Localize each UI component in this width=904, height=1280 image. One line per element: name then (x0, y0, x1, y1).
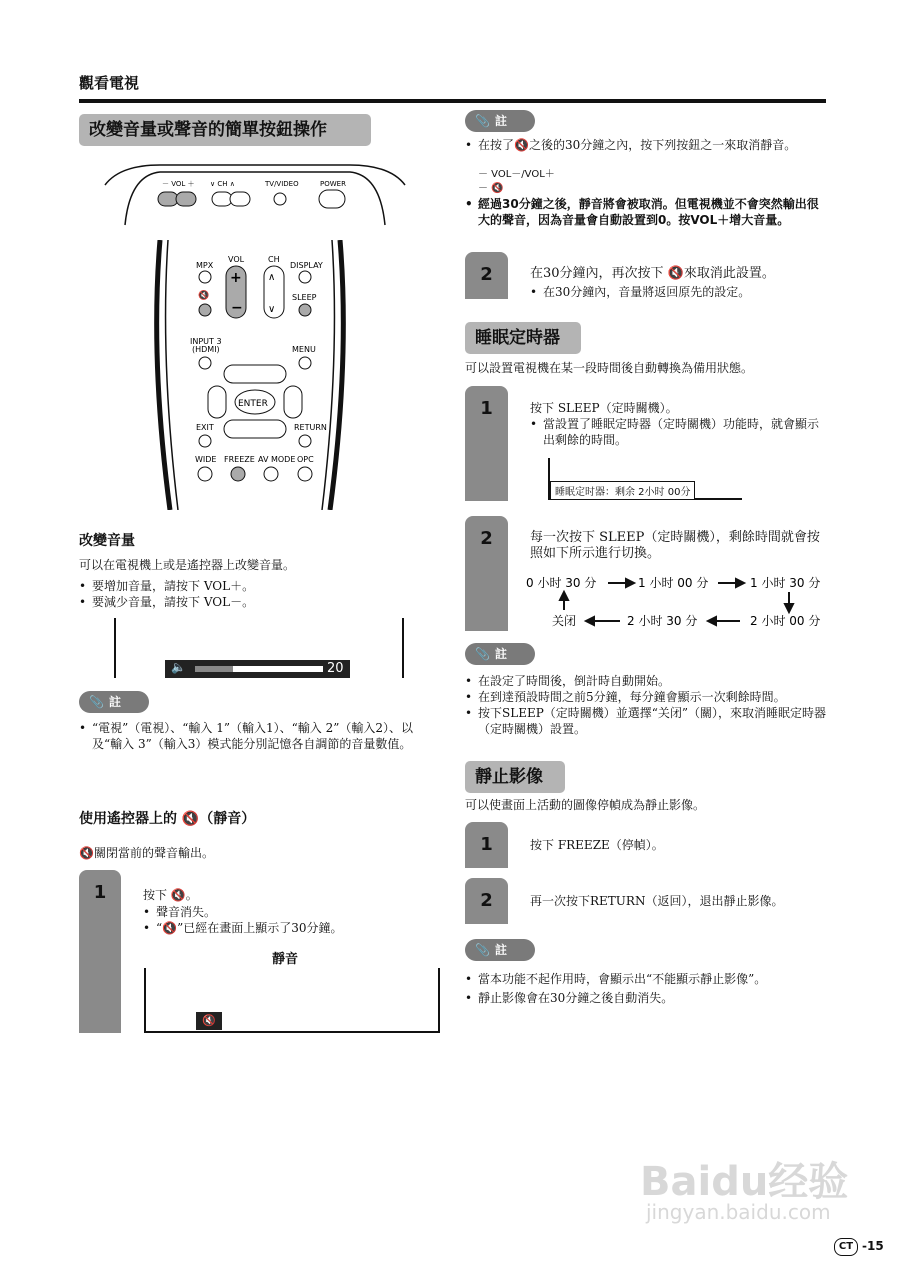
section-title-sleep: 睡眠定時器 (465, 322, 581, 354)
step-marker: 1 (79, 870, 121, 1033)
header-rule (79, 99, 826, 103)
mute-step2-text: 在30分鐘內，再次按下 🔇來取消此設置。 (530, 266, 775, 281)
paperclip-icon: 📎 (475, 647, 490, 661)
note-pill: 📎 註 (465, 939, 535, 961)
mute-screen-label: 靜音 (272, 952, 299, 967)
note-top-sub (478, 168, 555, 196)
step-marker: 2 (465, 516, 508, 631)
tv-panel-illustration (100, 160, 410, 230)
mute-step2-bullets (530, 284, 827, 300)
volume-desc: 可以在電視機上或是遙控器上改變音量。 (79, 558, 296, 572)
list-item: • “電視”（電視）、“輸入 1”（輸入1）、“輸入 2”（輸入2）、以及“輸入 3”（輸入3）模式能分別記憶各自調節的音量數值。 (79, 720, 439, 752)
remote-hdmi: (HDMI) (192, 345, 220, 354)
tv-ch-label: ∨ CH ∧ (210, 180, 235, 188)
list-item: • 在到達預設時間之前5分鐘，每分鐘會顯示一次剩餘時間。 (465, 689, 827, 705)
note-pill: 📎 註 (465, 643, 535, 665)
remote-ch: CH (268, 255, 280, 264)
freeze-desc: 可以使畫面上活動的圖像停幀成為靜止影像。 (465, 798, 706, 812)
mute-step-bullets (143, 904, 443, 936)
remote-return: RETURN (294, 423, 327, 432)
list-item: • “🔇”已經在畫面上顯示了30分鐘。 (143, 920, 443, 936)
volume-subtitle: 改變音量 (79, 533, 135, 549)
cycle-off: 关闭 (552, 614, 577, 628)
watermark-url: jingyan.baidu.com (646, 1200, 831, 1224)
svg-text:🔇: 🔇 (198, 291, 210, 301)
page-number: -15 (862, 1239, 884, 1253)
list-item: • 在按了🔇之後的30分鐘之內，按下列按鈕之一來取消靜音。 (465, 137, 827, 153)
note-pill: 📎 註 (79, 691, 149, 713)
remote-enter: ENTER (238, 399, 268, 409)
volume-value: 20 (327, 661, 344, 676)
list-item: • 當設置了睡眠定時器（定時關機）功能時，就會顯示出剩餘的時間。 (530, 416, 827, 448)
remote-menu: MENU (292, 345, 316, 354)
sleep-osd: 睡眠定时器：剩余 2小时 00分 (550, 481, 695, 500)
cycle-0100: 1 小时 00 分 (638, 576, 709, 590)
remote-avmode: AV MODE (258, 455, 296, 464)
lang-badge: CT (834, 1238, 858, 1256)
list-item: • 在設定了時間後，倒計時自動開始。 (465, 673, 827, 689)
note1-list (79, 720, 439, 752)
remote-sleep: SLEEP (292, 293, 317, 302)
note-top-bold (465, 196, 827, 228)
freeze-step2-text: 再一次按下RETURN（返回），退出靜止影像。 (530, 894, 784, 908)
remote-freeze: FREEZE (224, 455, 255, 464)
cycle-0230: 2 小时 30 分 (627, 614, 698, 628)
cycle-0200: 2 小时 00 分 (750, 614, 821, 628)
volume-bar-fill (195, 666, 233, 672)
volume-osd (165, 660, 350, 678)
mute-subtitle: 使用遙控器上的 🔇（靜音） (79, 811, 256, 827)
note-sleep-list (465, 673, 827, 737)
svg-text:−: − (231, 300, 243, 316)
sleep-step1-bullets (530, 416, 827, 448)
step-marker: 1 (465, 822, 508, 868)
speaker-icon: 🔈 (171, 660, 186, 674)
remote-vol: VOL (228, 255, 245, 264)
paperclip-icon: 📎 (89, 695, 104, 709)
sleep-cycle-diagram (520, 570, 830, 635)
remote-exit: EXIT (196, 423, 214, 432)
list-item: • 聲音消失。 (143, 904, 443, 920)
list-item: － VOL－/VOL＋ (478, 169, 555, 180)
tv-vol-label: － VOL ＋ (162, 180, 195, 188)
cycle-0030: 0 小时 30 分 (526, 576, 597, 590)
mute-step-text: 按下 🔇。 (143, 888, 198, 902)
step-marker: 2 (465, 878, 508, 924)
sleep-desc: 可以設置電視機在某一段時間後自動轉換為備用狀態。 (465, 361, 754, 375)
svg-text:+: + (230, 270, 242, 286)
section-title-volume: 改變音量或聲音的簡單按鈕操作 (79, 114, 371, 146)
list-item: • 在30分鐘內，音量將返回原先的設定。 (530, 284, 827, 300)
sleep-step2-text: 每一次按下 SLEEP（定時關機），剩餘時間就會按照如下所示進行切換。 (530, 530, 820, 561)
cycle-0130: 1 小时 30 分 (750, 576, 821, 590)
page-header: 觀看電視 (79, 74, 140, 92)
mute-desc: 🔇關閉當前的聲音輸出。 (79, 846, 214, 860)
tv-tvvideo-label: TV/VIDEO (265, 180, 299, 188)
paperclip-icon: 📎 (475, 114, 490, 128)
list-item: • 經過30分鐘之後，靜音將會被取消。但電視機並不會突然輸出很大的聲音，因為音量會自動設置到0。按VOL＋增大音量。 (465, 196, 827, 228)
volume-bar-track (195, 666, 323, 672)
sleep-step1-text: 按下 SLEEP（定時關機）。 (530, 401, 678, 415)
remote-mpx: MPX (196, 261, 214, 270)
list-item: • 按下SLEEP（定時關機）並選擇“关闭”（關），來取消睡眠定時器（定時關機）設置。 (465, 705, 827, 737)
step-marker: 2 (465, 252, 508, 299)
step-marker: 1 (465, 386, 508, 501)
note-top-list (465, 137, 827, 153)
list-item: • 要減少音量，請按下 VOL－。 (79, 594, 439, 610)
note-freeze-list (465, 970, 827, 1008)
remote-illustration (140, 240, 360, 510)
mute-osd-icon: 🔇 (196, 1012, 222, 1030)
mute-screen (144, 968, 440, 1033)
remote-display: DISPLAY (290, 261, 323, 270)
note-pill: 📎 註 (465, 110, 535, 132)
list-item: • 靜止影像會在30分鐘之後自動消失。 (465, 989, 827, 1008)
paperclip-icon: 📎 (475, 943, 490, 957)
tv-power-label: POWER (320, 180, 346, 188)
list-item: • 當本功能不起作用時，會顯示出“不能顯示靜止影像”。 (465, 970, 827, 989)
list-item: • 要增加音量，請按下 VOL＋。 (79, 578, 439, 594)
svg-text:∧: ∧ (268, 272, 276, 283)
list-item: － 🔇 (478, 183, 504, 194)
remote-opc: OPC (297, 455, 314, 464)
section-title-freeze: 靜止影像 (465, 761, 565, 793)
remote-input3: INPUT 3 (190, 337, 222, 346)
watermark-logo: Baidu经验 (640, 1159, 849, 1205)
volume-bullets (79, 578, 439, 610)
svg-text:∨: ∨ (268, 304, 276, 315)
remote-wide: WIDE (195, 455, 217, 464)
freeze-step1-text: 按下 FREEZE（停幀）。 (530, 838, 664, 852)
